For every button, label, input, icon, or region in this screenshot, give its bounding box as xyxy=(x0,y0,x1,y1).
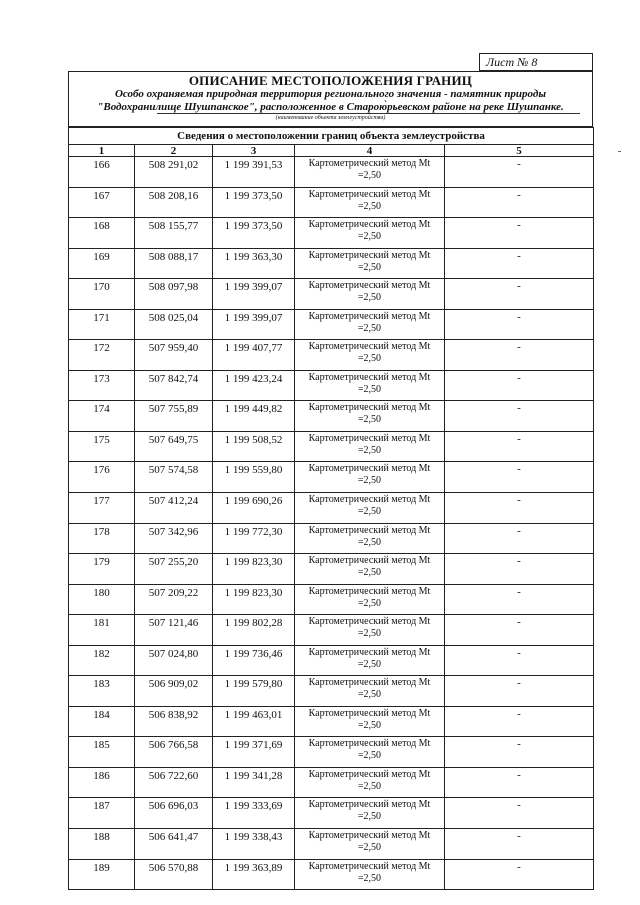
table-row xyxy=(69,523,594,554)
y-coordinate-cell: 1 199 423,24 xyxy=(213,370,295,401)
accuracy-text: =2,50 xyxy=(357,842,382,854)
y-coordinate-cell: 1 199 559,80 xyxy=(213,462,295,493)
method-text: Картометрический метод Mt xyxy=(308,830,431,842)
column-number-4: 4 xyxy=(295,145,445,157)
y-coordinate-cell: 1 199 449,82 xyxy=(213,401,295,432)
note-cell: - xyxy=(445,798,594,829)
method-cell xyxy=(295,523,445,554)
method-text: Картометрический метод Mt xyxy=(308,707,431,719)
accuracy-text: =2,50 xyxy=(357,231,382,243)
x-coordinate-cell: 507 842,74 xyxy=(135,370,213,401)
y-coordinate-cell: 1 199 341,28 xyxy=(213,767,295,798)
y-coordinate-cell: 1 199 391,53 xyxy=(213,157,295,188)
method-text: Картометрический метод Mt xyxy=(308,402,431,414)
method-cell xyxy=(295,462,445,493)
object-description-line-1: Особо охраняемая природная территория регионального значения - памятник природы xyxy=(114,88,546,100)
accuracy-text: =2,50 xyxy=(357,719,382,731)
y-coordinate-cell: 1 199 772,30 xyxy=(213,523,295,554)
point-number-cell: 177 xyxy=(69,493,135,524)
table-row xyxy=(69,829,594,860)
accuracy-text: =2,50 xyxy=(357,506,382,518)
note-cell: - xyxy=(445,859,594,890)
x-coordinate-cell: 507 574,58 xyxy=(135,462,213,493)
accuracy-text: =2,50 xyxy=(357,475,382,487)
column-number-1: 1 xyxy=(69,145,135,157)
method-cell xyxy=(295,309,445,340)
method-cell xyxy=(295,706,445,737)
column-number-2: 2 xyxy=(135,145,213,157)
method-text: Картометрический метод Mt xyxy=(308,524,431,536)
method-text: Картометрический метод Mt xyxy=(308,646,431,658)
note-cell: - xyxy=(445,462,594,493)
table-row xyxy=(69,615,594,646)
note-cell: - xyxy=(445,615,594,646)
method-text: Картометрический метод Mt xyxy=(308,188,431,200)
note-cell: - xyxy=(445,554,594,585)
method-text: Картометрический метод Mt xyxy=(308,494,431,506)
table-row xyxy=(69,462,594,493)
method-text: Картометрический метод Mt xyxy=(308,341,431,353)
table-row xyxy=(69,187,594,218)
x-coordinate-cell: 507 649,75 xyxy=(135,431,213,462)
object-name-caption: (наименование объекта землеустройства) xyxy=(275,115,386,121)
method-text: Картометрический метод Mt xyxy=(308,585,431,597)
point-number-cell: 182 xyxy=(69,645,135,676)
accuracy-text: =2,50 xyxy=(357,628,382,640)
x-coordinate-cell: 506 570,88 xyxy=(135,859,213,890)
accuracy-text: =2,50 xyxy=(357,414,382,426)
y-coordinate-cell: 1 199 823,30 xyxy=(213,584,295,615)
x-coordinate-cell: 507 412,24 xyxy=(135,493,213,524)
table-row xyxy=(69,493,594,524)
point-number-cell: 175 xyxy=(69,431,135,462)
accuracy-text: =2,50 xyxy=(357,780,382,792)
accuracy-text: =2,50 xyxy=(357,872,382,884)
method-text: Картометрический метод Mt xyxy=(308,310,431,322)
x-coordinate-cell: 508 208,16 xyxy=(135,187,213,218)
note-cell: - xyxy=(445,584,594,615)
accuracy-text: =2,50 xyxy=(357,261,382,273)
note-cell: - xyxy=(445,676,594,707)
method-cell xyxy=(295,401,445,432)
point-number-cell: 178 xyxy=(69,523,135,554)
y-coordinate-cell: 1 199 338,43 xyxy=(213,829,295,860)
x-coordinate-cell: 508 025,04 xyxy=(135,309,213,340)
table-row xyxy=(69,554,594,585)
accuracy-text: =2,50 xyxy=(357,170,382,181)
point-number-cell: 170 xyxy=(69,279,135,310)
point-number-cell: 183 xyxy=(69,676,135,707)
table-row xyxy=(69,279,594,310)
point-number-cell: 189 xyxy=(69,859,135,890)
point-number-cell: 179 xyxy=(69,554,135,585)
table-row xyxy=(69,248,594,279)
method-cell xyxy=(295,493,445,524)
method-text: Картометрический метод Mt xyxy=(308,616,431,628)
note-cell: - xyxy=(445,493,594,524)
note-cell: - xyxy=(445,248,594,279)
note-cell: - xyxy=(445,767,594,798)
point-number-cell: 186 xyxy=(69,767,135,798)
method-cell xyxy=(295,737,445,768)
point-number-cell: 167 xyxy=(69,187,135,218)
x-coordinate-cell: 507 255,20 xyxy=(135,554,213,585)
method-text: Картометрический метод Mt xyxy=(308,799,431,811)
method-cell xyxy=(295,798,445,829)
table-row xyxy=(69,676,594,707)
note-cell: - xyxy=(445,829,594,860)
method-text: Картометрический метод Mt xyxy=(308,219,431,231)
object-description-line-2: "Водохранилище Шушпанское", расположенное в Старою̀рьевском районе на реке Шушпанке. xyxy=(97,101,564,113)
x-coordinate-cell: 507 024,80 xyxy=(135,645,213,676)
method-cell xyxy=(295,431,445,462)
y-coordinate-cell: 1 199 508,52 xyxy=(213,431,295,462)
y-coordinate-cell: 1 199 363,30 xyxy=(213,248,295,279)
accuracy-text: =2,50 xyxy=(357,567,382,579)
x-coordinate-cell: 506 722,60 xyxy=(135,767,213,798)
y-coordinate-cell: 1 199 399,07 xyxy=(213,309,295,340)
note-cell: - xyxy=(445,706,594,737)
table-row xyxy=(69,859,594,890)
method-text: Картометрический метод Mt xyxy=(308,432,431,444)
note-cell: - xyxy=(445,309,594,340)
y-coordinate-cell: 1 199 736,46 xyxy=(213,645,295,676)
table-row xyxy=(69,798,594,829)
table-row xyxy=(69,737,594,768)
y-coordinate-cell: 1 199 371,69 xyxy=(213,737,295,768)
method-cell xyxy=(295,370,445,401)
y-coordinate-cell: 1 199 373,50 xyxy=(213,218,295,249)
point-number-cell: 166 xyxy=(69,157,135,188)
point-number-cell: 181 xyxy=(69,615,135,646)
note-cell: - xyxy=(445,431,594,462)
method-text: Картометрический метод Mt xyxy=(308,677,431,689)
method-text: Картометрический метод Mt xyxy=(308,249,431,261)
y-coordinate-cell: 1 199 407,77 xyxy=(213,340,295,371)
note-cell: - xyxy=(445,401,594,432)
accuracy-text: =2,50 xyxy=(357,444,382,456)
document-title: ОПИСАНИЕ МЕСТОПОЛОЖЕНИЯ ГРАНИЦ xyxy=(188,73,473,88)
accuracy-text: =2,50 xyxy=(357,750,382,762)
method-text: Картометрический метод Mt xyxy=(308,768,431,780)
point-number-cell: 174 xyxy=(69,401,135,432)
point-number-cell: 172 xyxy=(69,340,135,371)
method-cell xyxy=(295,859,445,890)
note-cell: - xyxy=(445,523,594,554)
margin-mark xyxy=(618,151,621,152)
column-number-5: 5 xyxy=(445,145,594,157)
point-number-cell: 185 xyxy=(69,737,135,768)
point-number-cell: 176 xyxy=(69,462,135,493)
x-coordinate-cell: 506 766,58 xyxy=(135,737,213,768)
x-coordinate-cell: 506 909,02 xyxy=(135,676,213,707)
method-text: Картометрический метод Mt xyxy=(308,860,431,872)
table-row xyxy=(69,767,594,798)
method-cell xyxy=(295,645,445,676)
method-text: Картометрический метод Mt xyxy=(308,280,431,292)
sheet-number: Лист № 8 xyxy=(479,53,593,71)
note-cell: - xyxy=(445,645,594,676)
column-numbers-row xyxy=(69,145,594,157)
x-coordinate-cell: 508 291,02 xyxy=(135,157,213,188)
y-coordinate-cell: 1 199 333,69 xyxy=(213,798,295,829)
table-row xyxy=(69,431,594,462)
method-text: Картометрический метод Mt xyxy=(308,738,431,750)
table-row xyxy=(69,370,594,401)
y-coordinate-cell: 1 199 363,89 xyxy=(213,859,295,890)
point-number-cell: 168 xyxy=(69,218,135,249)
note-cell: - xyxy=(445,157,594,188)
section-title: Сведения о местоположении границ объекта землеустройства xyxy=(69,128,594,145)
method-cell xyxy=(295,340,445,371)
point-number-cell: 184 xyxy=(69,706,135,737)
note-cell: - xyxy=(445,218,594,249)
accuracy-text: =2,50 xyxy=(357,292,382,304)
accuracy-text: =2,50 xyxy=(357,689,382,701)
x-coordinate-cell: 508 097,98 xyxy=(135,279,213,310)
table-row xyxy=(69,645,594,676)
x-coordinate-cell: 507 342,96 xyxy=(135,523,213,554)
note-cell: - xyxy=(445,370,594,401)
method-cell xyxy=(295,248,445,279)
document-header xyxy=(68,71,593,127)
accuracy-text: =2,50 xyxy=(357,353,382,365)
point-number-cell: 173 xyxy=(69,370,135,401)
y-coordinate-cell: 1 199 373,50 xyxy=(213,187,295,218)
method-text: Картометрический метод Mt xyxy=(308,555,431,567)
table-row xyxy=(69,309,594,340)
method-cell xyxy=(295,157,445,188)
table-row xyxy=(69,157,594,188)
boundary-table xyxy=(68,127,594,890)
y-coordinate-cell: 1 199 399,07 xyxy=(213,279,295,310)
method-cell xyxy=(295,676,445,707)
accuracy-text: =2,50 xyxy=(357,658,382,670)
method-cell xyxy=(295,554,445,585)
method-text: Картометрический метод Mt xyxy=(308,371,431,383)
x-coordinate-cell: 508 088,17 xyxy=(135,248,213,279)
accuracy-text: =2,50 xyxy=(357,811,382,823)
point-number-cell: 180 xyxy=(69,584,135,615)
point-number-cell: 188 xyxy=(69,829,135,860)
table-row xyxy=(69,340,594,371)
table-row xyxy=(69,218,594,249)
note-cell: - xyxy=(445,187,594,218)
point-number-cell: 187 xyxy=(69,798,135,829)
note-cell: - xyxy=(445,340,594,371)
note-cell: - xyxy=(445,737,594,768)
method-text: Картометрический метод Mt xyxy=(308,463,431,475)
accuracy-text: =2,50 xyxy=(357,200,382,212)
point-number-cell: 169 xyxy=(69,248,135,279)
y-coordinate-cell: 1 199 463,01 xyxy=(213,706,295,737)
x-coordinate-cell: 506 696,03 xyxy=(135,798,213,829)
method-cell xyxy=(295,279,445,310)
method-cell xyxy=(295,584,445,615)
accuracy-text: =2,50 xyxy=(357,536,382,548)
column-number-3: 3 xyxy=(213,145,295,157)
point-number-cell: 171 xyxy=(69,309,135,340)
table-row xyxy=(69,584,594,615)
method-cell xyxy=(295,615,445,646)
x-coordinate-cell: 507 959,40 xyxy=(135,340,213,371)
x-coordinate-cell: 507 209,22 xyxy=(135,584,213,615)
accuracy-text: =2,50 xyxy=(357,597,382,609)
note-cell: - xyxy=(445,279,594,310)
accuracy-text: =2,50 xyxy=(357,383,382,395)
method-text: Картометрический метод Mt xyxy=(308,158,431,169)
method-cell xyxy=(295,829,445,860)
x-coordinate-cell: 507 121,46 xyxy=(135,615,213,646)
table-row xyxy=(69,401,594,432)
x-coordinate-cell: 508 155,77 xyxy=(135,218,213,249)
y-coordinate-cell: 1 199 690,26 xyxy=(213,493,295,524)
method-cell xyxy=(295,187,445,218)
method-cell xyxy=(295,767,445,798)
x-coordinate-cell: 506 641,47 xyxy=(135,829,213,860)
table-row xyxy=(69,706,594,737)
y-coordinate-cell: 1 199 823,30 xyxy=(213,554,295,585)
x-coordinate-cell: 507 755,89 xyxy=(135,401,213,432)
y-coordinate-cell: 1 199 802,28 xyxy=(213,615,295,646)
method-cell xyxy=(295,218,445,249)
x-coordinate-cell: 506 838,92 xyxy=(135,706,213,737)
accuracy-text: =2,50 xyxy=(357,322,382,334)
y-coordinate-cell: 1 199 579,80 xyxy=(213,676,295,707)
